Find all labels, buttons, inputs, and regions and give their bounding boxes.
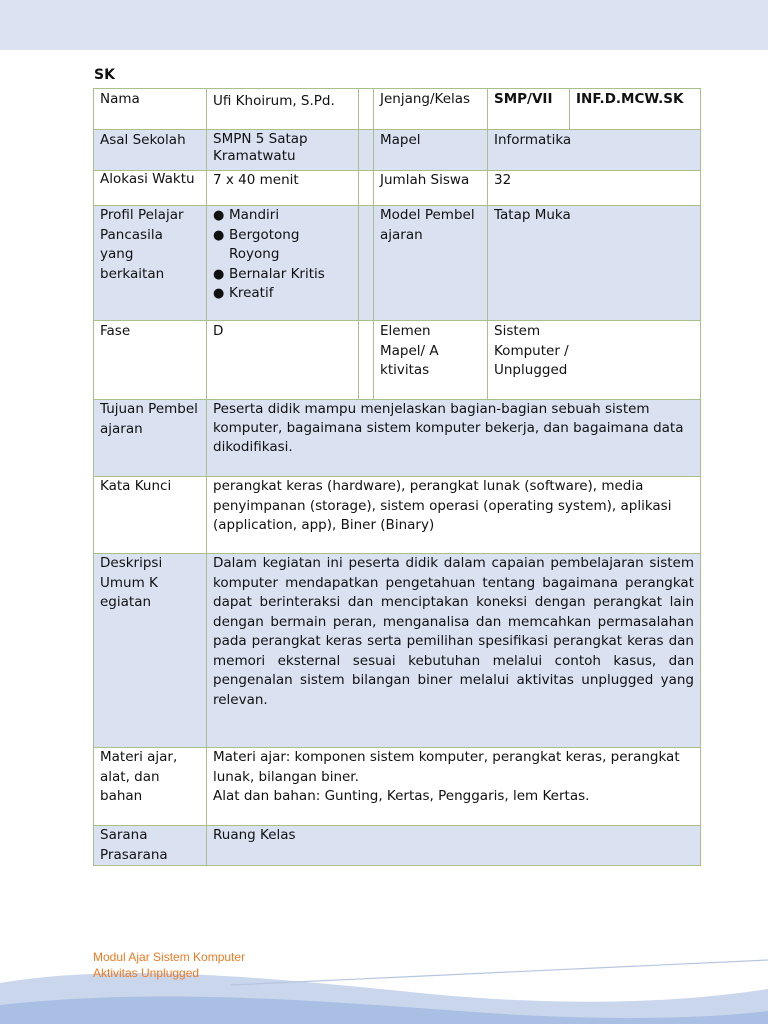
profil-pelajar-label: Profil Pelajar Pancasila yang berkaitan [94, 206, 207, 321]
kode-value: INF.D.MCW.SK [570, 89, 701, 130]
tujuan-pembelajaran-value: Peserta didik mampu menjelaskan bagian-bagian sebuah sistem komputer, bagaimana sistem komputer bekerja, dan bagaimana data dikodifikasi. [207, 400, 701, 477]
elemen-mapel-label: Elemen Mapel/ Aktivitas [374, 321, 488, 400]
nama-value: Ufi Khoirum, S.Pd. [207, 89, 359, 130]
table-row [94, 206, 701, 321]
mapel-value: Informatika [488, 130, 701, 171]
kata-kunci-value: perangkat keras (hardware), perangkat lunak (software), media penyimpanan (storage), sistem operasi (operating system), aplikasi (application, app), Biner (Binary) [207, 477, 701, 554]
spacer-cell [359, 321, 374, 400]
sarana-prasarana-label: Sarana Prasarana [94, 826, 207, 866]
alokasi-waktu-label: Alokasi Waktu [94, 171, 207, 206]
jenjang-label: Jenjang/Kelas [374, 89, 488, 130]
table-row [94, 554, 701, 748]
deskripsi-umum-label: Deskripsi Umum Kegiatan [94, 554, 207, 748]
jumlah-siswa-label: Jumlah Siswa [374, 171, 488, 206]
list-item: ● Bernalar Kritis [213, 265, 313, 285]
spacer-cell [359, 89, 374, 130]
jumlah-siswa-value: 32 [488, 171, 701, 206]
spacer-cell [359, 171, 374, 206]
table-row [94, 130, 701, 171]
alokasi-waktu-value: 7 x 40 menit [207, 171, 359, 206]
profil-pelajar-list [207, 206, 359, 321]
spacer-cell [359, 130, 374, 171]
list-item: ● Bergotong Royong [213, 226, 313, 265]
footer-text [93, 949, 245, 981]
list-item: ● Kreatif [213, 284, 313, 304]
fase-label: Fase [94, 321, 207, 400]
table-row [94, 89, 701, 130]
table-row [94, 826, 701, 866]
module-info-table [93, 88, 701, 866]
list-item: ● Mandiri [213, 206, 313, 226]
table-row [94, 171, 701, 206]
model-pembelajaran-label: Model Pembelajaran [374, 206, 488, 321]
materi-ajar-value: Materi ajar: komponen sistem komputer, perangkat keras, perangkat lunak, bilangan biner. Alat dan bahan: Gunting, Kertas, Penggaris, lem Kertas. [207, 748, 701, 826]
materi-ajar-label: Materi ajar, alat, dan bahan [94, 748, 207, 826]
footer-line-2: Aktivitas Unplugged [93, 966, 200, 980]
footer-line-1: Modul Ajar Sistem Komputer [93, 950, 246, 964]
kata-kunci-label: Kata Kunci [94, 477, 207, 554]
table-row [94, 321, 701, 400]
spacer-cell [359, 206, 374, 321]
asal-sekolah-label: Asal Sekolah [94, 130, 207, 171]
deskripsi-umum-value: Dalam kegiatan ini peserta didik dalam capaian pembelajaran sistem komputer mendapatkan pengetahuan tentang bagaimana perangkat dapat berinteraksi dan menciptakan koneksi dengan perangkat lain dengan bermain peran, menganalisa dan memcahkan permasalahan pada perangkat keras serta pemilihan spesifikasi perangkat keras dan memori eksternal sesuai kebutuhan melalui contoh kasus, dan pengenalan sistem bilangan biner melalui aktivitas unplugged yang relevan. [207, 554, 701, 748]
tujuan-pembelajaran-label: Tujuan Pembelajaran [94, 400, 207, 477]
model-pembelajaran-value: Tatap Muka [488, 206, 701, 321]
mapel-label: Mapel [374, 130, 488, 171]
jenjang-value: SMP/VII [488, 89, 570, 130]
table-row [94, 748, 701, 826]
nama-label: Nama [94, 89, 207, 130]
fase-value: D [207, 321, 359, 400]
asal-sekolah-value: SMPN 5 Satap Kramatwatu [207, 130, 359, 171]
table-row [94, 477, 701, 554]
elemen-mapel-value: Sistem Komputer / Unplugged [488, 321, 701, 400]
sarana-prasarana-value: Ruang Kelas [207, 826, 701, 866]
table-row [94, 400, 701, 477]
document-heading: SK [94, 67, 115, 83]
header-band [0, 0, 768, 50]
